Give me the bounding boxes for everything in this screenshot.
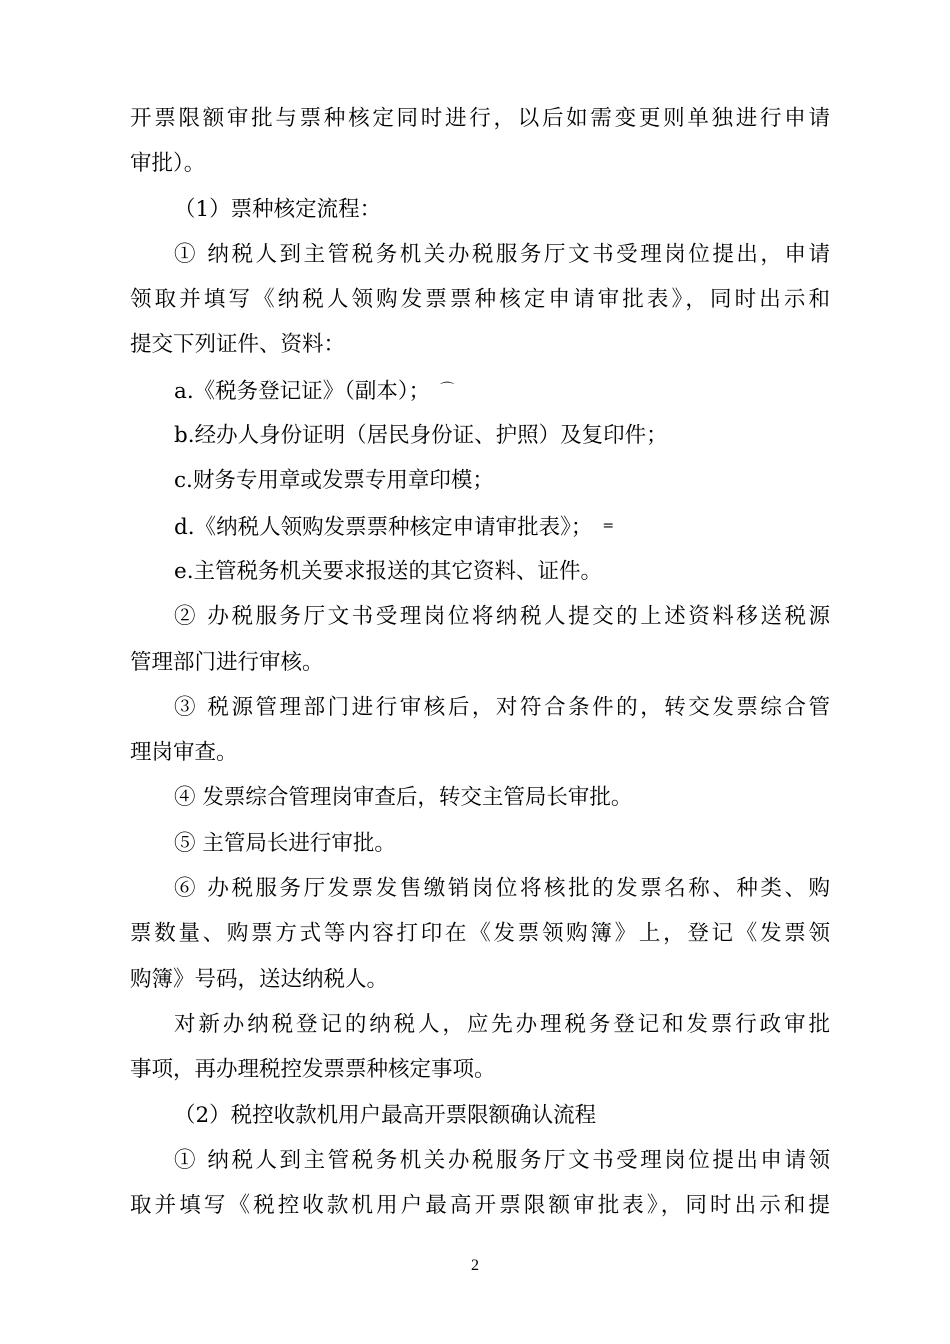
- list-item-text: d.《纳税人领购发票票种核定申请审批表》；: [174, 514, 593, 540]
- step-line: ① 纳税人到主管税务机关办税服务厅文书受理岗位提出申请领: [174, 1147, 830, 1173]
- section-heading: （2）税控收款机用户最高开票限额确认流程: [174, 1102, 597, 1128]
- paragraph-line: 对新办纳税登记的纳税人，应先办理税务登记和发票行政审批: [174, 1011, 830, 1037]
- step-line: ④ 发票综合管理岗审查后，转交主管局长审批。: [174, 785, 633, 811]
- list-item: e.主管税务机关要求报送的其它资料、证件。: [174, 558, 603, 584]
- step-line: ③ 税源管理部门进行审核后，对符合条件的，转交发票综合管: [174, 694, 830, 720]
- page-number: 2: [471, 1257, 479, 1274]
- paragraph-line: 审批）。: [130, 151, 206, 177]
- section-heading: （1）票种核定流程：: [174, 196, 382, 222]
- step-line: ⑤ 主管局长进行审批。: [174, 830, 396, 856]
- paragraph-line: 取并填写《税控收款机用户最高开票限额审批表》，同时出示和提: [130, 1193, 830, 1219]
- paragraph-line: 购簿》号码，送达纳税人。: [130, 966, 389, 992]
- paragraph-line: 事项，再办理税控发票票种核定事项。: [130, 1057, 496, 1083]
- paragraph-line: 票数量、购票方式等内容打印在《发票领购簿》上，登记《发票领: [130, 921, 830, 947]
- step-line: ② 办税服务厅文书受理岗位将纳税人提交的上述资料移送税源: [174, 604, 830, 630]
- list-item: [130, 504, 830, 549]
- list-item: b.经办人身份证明（居民身份证、护照）及复印件；: [174, 423, 668, 449]
- paragraph-line: 理岗审查。: [130, 740, 238, 766]
- paragraph-line: 领取并填写《纳税人领购发票票种核定申请审批表》，同时出示和: [130, 287, 830, 313]
- annotation-mark: ⌒: [440, 381, 455, 398]
- step-line: ① 纳税人到主管税务机关办税服务厅文书受理岗位提出，申请: [174, 241, 830, 267]
- step-line: ⑥ 办税服务厅发票发售缴销岗位将核批的发票名称、种类、购: [174, 876, 830, 902]
- list-item: c.财务专用章或发票专用章印模；: [174, 468, 494, 494]
- list-item: [130, 368, 830, 413]
- annotation-mark: =: [602, 517, 615, 534]
- list-item-text: a.《税务登记证》（副本）；: [174, 378, 431, 404]
- body-text: [130, 96, 830, 1228]
- paragraph-line: 开票限额审批与票种核定同时进行，以后如需变更则单独进行申请: [130, 106, 830, 131]
- paragraph-line: 管理部门进行审核。: [130, 649, 324, 675]
- paragraph-line: 提交下列证件、资料：: [130, 332, 346, 358]
